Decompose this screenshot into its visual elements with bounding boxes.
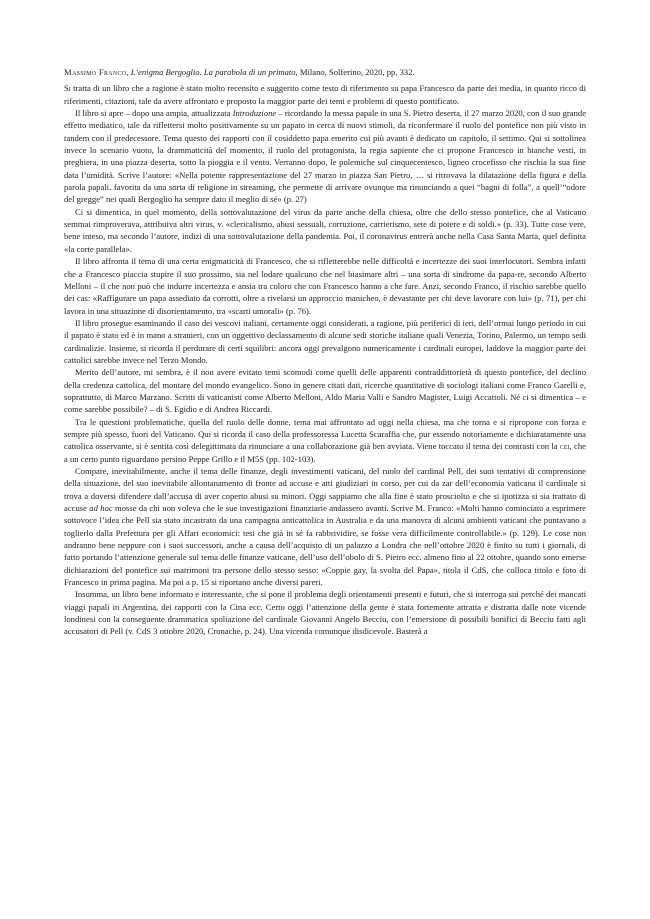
review-paragraph xyxy=(64,107,586,206)
text-run: Il libro si apre – dopo una ampia, attualizzata xyxy=(75,108,233,119)
text-run: , che a un certo punto riguardano persino Peppe Grillo e il M5S (pp. 102-103). xyxy=(64,441,586,464)
review-paragraph xyxy=(64,255,586,317)
text-run: Ci si dimentica, in quel momento, della sottovalutazione del virus da parte anche della chiesa, oltre che dello stesso pontefice, che al Vaticano semmai rimproverava, attribuiva altri virus, v. «clericalismo, abusi sessuali, corruzione, carrierismo, sete di potere e di soldi.» (p. 33). Tutte cose vere, bene inteso, ma secondo l’autore, indizi di una sottovalutazione della pandemia. Poi, il coronavirus entrerà anche nella Casa Santa Marta, quel definita «la corte parallela». xyxy=(64,206,586,254)
bibliographic-header: Massimo Franco, L’enigma Bergoglio. La parabola di un primato, Milano, Solferino, 2020, pp. 332. xyxy=(64,67,415,77)
text-run: Si xyxy=(64,83,71,94)
text-run: Insomma, un libro bene informato e interessante, che si pone il problema degli orientamenti presenti e futuri, che si interroga sui perché dei mancati viaggi papali in Argentina, dei rapporti con la Cina ecc. Certo oggi l’attenzione della gente è stata fortemente attratta e distratta dalle note vicende londinesi con la conseguente drammatica spoliazione del cardinale Giovanni Angelo Becciu, con l’emersione di possibili bonifici di Becciu fatti agli accusatori di Pell (v. CdS 3 ottobre 2020, Cronache, p. 24). Una vicenda comunque disdicevole. Basterà a xyxy=(64,589,586,637)
review-paragraph xyxy=(64,82,586,107)
review-body xyxy=(64,82,586,637)
book-title: L’enigma Bergoglio. La parabola di un primato xyxy=(130,67,296,77)
review-paragraph xyxy=(64,416,586,465)
review-paragraph xyxy=(64,588,586,637)
text-run: Il libro prosegue esaminando il caso dei vescovi italiani, certamente oggi considerati, a ragione, più periferici di ieri, dell’ormai lungo periodo in cui il papato è stato ed è in mano a stranieri, con un oggettivo declassamento di alcune sedi storiche italiane quali Venezia, Torino, Palermo, un tempo sedi cardinalizie. Insieme, si ricorda il perdurare di certi squilibri: ancora oggi prevalgono numericamente i cardinali europei, laddove la maggior parte dei cattolici sarebbe invece nel Terzo Mondo. xyxy=(64,317,586,365)
text-run: Introduzione xyxy=(232,108,277,119)
book-author: Massimo Franco xyxy=(64,67,127,77)
text-run: cei xyxy=(559,441,570,452)
text-run: Tra le questioni problematiche, quella del ruolo delle donne, tema mai affrontato ad oggi nella chiesa, ma che torna e si ripropone con forza e sempre più spesso, fuori del Vaticano. Qui si ricorda il caso della professoressa Lucetta Scaraffia che, pur essendo notoriamente e dichiaratamente una cattolica osservante, si è sentita così delegittimata da rinunciare a una collaborazione già ben avviata. Viene toccato il tema dei contrasti con la xyxy=(64,416,586,452)
text-run: Compare, inevitabilmente, anche il tema delle finanze, degli investimenti vaticani, del ruolo del cardinal Pell, dei suoi tentativi di comprensione della situazione, del suo inevitabile allontanamento di fronte ad accuse e atti giudiziari in corso, per cui da zar dell’economia vaticana il cardinale si trova a doversi difendere dall’accusa di aver coperto abusi su minori. Oggi sappiamo che alla fine è stato prosciolto e che si ipotizza si sia trattato di accuse xyxy=(64,466,586,514)
text-run: Merito dell’autore, mi sembra, è il non avere evitato temi scomodi come quelli delle apparenti contraddittorietà di questo pontefice, del declino della credenza cattolica, del montare del mondo evangelico. Sono in genere citati dati, ricerche quantitative di sociologi italiani come Franco Garelli e, soprattutto, di Marco Marzano. Scritti di vaticanisti come Alberto Melloni, Aldo Maria Valli e Sandro Magister, Luigi Accattoli. Né ci si dimentica – e come sarebbe possibile? – di S. Egidio e di Andrea Riccardi. xyxy=(64,367,586,415)
review-page xyxy=(64,66,586,638)
text-run: mosse da chi non voleva che le sue investigazioni finanziarie andassero avanti. Scrive M. Franco: «Molti hanno cominciato a esprimere sottovoce l’idea che Pell sia stato incastrato da una campagna anticattolica in Australia e da una manovra di alcuni ambienti vaticani che puntavano a toglierlo dalla Prefettura per gli Affari economici: tesi che già in sé fa rabbrividire, se fosse vera difficilmente controllabile.» (p. 129). Le cose non andranno bene neppure con i suoi successori, anche a causa dell’acquisto di un palazzo a Londra che nell’ottobre 2020 è finito su tutti i giornali, di fatto portando l’attenzione generale sul tema delle finanze vaticane, dell’uso dell’obolo di S. Pietro ecc. almeno fino al 22 ottobre, quando sono emerse dichiarazioni del pontefice sui matrimoni tra persone dello stesso sesso: «Coppie gay, la svolta del Papa», titola il CdS, che colloca titolo e foto di Francesco in prima pagina. Ma poi a p. 15 si riportano anche diversi pareri. xyxy=(64,503,586,588)
review-paragraph xyxy=(64,366,586,415)
text-run: – ricordando la messa papale in una S. Pietro deserta, il 27 marzo 2020, con il suo grande effetto mediatico, tale da riflettersi molto positivamente su un papato in cerca di nuovi stimoli, da riconfermare il ruolo del pontefice non più visto in tandem con il predecessore. Tema questo dei rapporti con il cosiddetto papa emerito cui più avanti è dedicato un capitolo, il settimo. Qui si sottolinea invece lo scenario vuoto, la drammaticità del momento, il ruolo del protagonista, la regia sapiente che ci propone Francesco in bianche vesti, in preghiera, in una piazza deserta, sotto la pioggia e il vento. Verranno dopo, le polemiche sul cinquecentesco, ligneo crocefisso che rischia la sua fine data l’umidità. Scrive l’autore: «Nella potente rappresentazione del 27 marzo in piazza San Pietro, … si ritrovava la dilatazione della figura e della parola papali, favorita da una sorta di religione in streaming, che permette di arrivare ovunque ma rinunciando a quei “bagni di folla”, a quell’“odore del gregge” nei quali Bergoglio ha sempre dato il meglio di sé» (p. 27) xyxy=(64,108,587,205)
review-paragraph xyxy=(64,206,586,255)
text-run: ad hoc xyxy=(89,503,113,514)
text-run: Il libro affronta il tema di una certa enigmaticità di Francesco, che si rifletterebbe nelle difficoltà e incertezze dei suoi interlocutori. Sembra infatti che a Francesco piaccia stupire il suo prossimo, sia nel lodare qualcuno che nel biasimare altri – una sorta di sindrome da papa-re, secondo Alberto Melloni – il che non può che indurre incertezza e ansia tra coloro che con Francesco hanno a che fare. Anzi, secondo Franco, il rischio sarebbe quello dei cas: «Raffigurare un papa assediato da corrotti, oltre a rivelarsi un approccio manicheo, è devastante per chi deve lavorare con lui» (p. 71), per chi lavora in una situazione di disorientamento, tra «scarti umorali» (p. 76). xyxy=(64,256,586,316)
review-paragraph xyxy=(64,317,586,366)
review-paragraph xyxy=(64,465,586,588)
text-run: tratta di un libro che a ragione è stato molto recensito e suggerito come testo di riferimento su papa Francesco da parte dei media, in quanto ricco di riferimenti, citazioni, tale da avere affrontato e proposto la maggior parte dei temi e problemi di questo pontificato. xyxy=(64,83,586,106)
publication-details: , Milano, Solferino, 2020, pp. 332. xyxy=(295,67,415,77)
